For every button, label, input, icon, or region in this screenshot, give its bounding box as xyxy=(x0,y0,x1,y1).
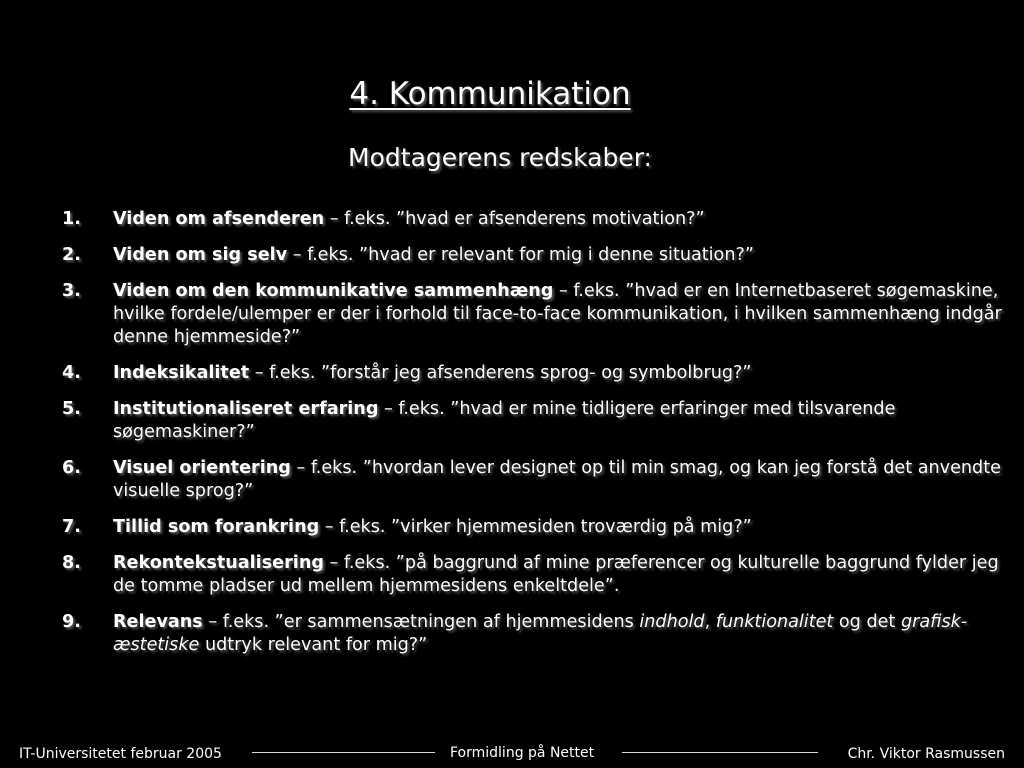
list-item xyxy=(62,611,1012,657)
list-item-emphasis: grafisk-æstetiske xyxy=(113,612,968,655)
list-item-description: – f.eks. ”hvad er en Internetbaseret søgemaskine, hvilke fordele/ulemper er der i forhold til face-to-face kommunikation, i hvilken sammenhæng indgår denne hjemmeside?” xyxy=(113,281,1002,347)
list-item-number: 5. xyxy=(62,399,81,419)
list-item xyxy=(62,362,1012,385)
slide-title: 4. Kommunikation xyxy=(349,76,631,112)
list-item-text xyxy=(113,458,1001,501)
footer-course-title: Formidling på Nettet xyxy=(450,745,595,761)
list-item-term: Viden om afsenderen xyxy=(113,209,325,229)
list-item-emphasis: indhold xyxy=(639,612,705,632)
list-item-term: Visuel orientering xyxy=(113,458,291,478)
slide-subtitle: Modtagerens redskaber: xyxy=(348,143,652,172)
footer-institution: IT-Universitetet februar 2005 xyxy=(19,746,222,762)
list-item-description: og det xyxy=(833,612,901,632)
list-item-description: – f.eks. ”på baggrund af mine præferencer og kulturelle baggrund fylder jeg de tomme pladser ud mellem hjemmesidens enkeltdele”. xyxy=(113,553,999,596)
list-item-text xyxy=(113,517,752,537)
list-item xyxy=(62,552,1012,598)
list-item-number: 8. xyxy=(62,553,81,573)
list-item xyxy=(62,516,1012,539)
footer-author: Chr. Viktor Rasmussen xyxy=(847,746,1005,762)
numbered-list xyxy=(62,208,1012,670)
footer xyxy=(0,740,1024,768)
list-item-term: Rekontekstualisering xyxy=(113,553,324,573)
list-item-description: – f.eks. ”hvad er mine tidligere erfaringer med tilsvarende søgemaskiner?” xyxy=(113,399,896,442)
list-item-description: udtryk relevant for mig?” xyxy=(199,635,428,655)
list-item-description: – f.eks. ”hvad er afsenderens motivation?” xyxy=(324,209,705,229)
list-item xyxy=(62,457,1012,503)
list-item-term: Indeksikalitet xyxy=(113,363,250,383)
list-item-text xyxy=(113,363,751,383)
list-item-number: 1. xyxy=(62,209,81,229)
list-item-description: , xyxy=(704,612,716,632)
list-item-text xyxy=(113,245,754,265)
list-item-term: Tillid som forankring xyxy=(113,517,320,537)
list-item-text xyxy=(113,553,999,596)
list-item-description: – f.eks. ”hvad er relevant for mig i denne situation?” xyxy=(287,245,754,265)
list-item-text xyxy=(113,281,1002,347)
list-item-description: – f.eks. ”virker hjemmesiden troværdig på mig?” xyxy=(319,517,752,537)
list-item xyxy=(62,280,1012,349)
list-item-term: Institutionaliseret erfaring xyxy=(113,399,379,419)
footer-divider-left xyxy=(252,752,435,753)
list-item-text xyxy=(113,209,705,229)
list-item xyxy=(62,398,1012,444)
list-item-term: Viden om sig selv xyxy=(113,245,288,265)
list-item-number: 7. xyxy=(62,517,81,537)
list-item-emphasis: funktionalitet xyxy=(715,612,834,632)
list-item-description: – f.eks. ”er sammensætningen af hjemmesidens xyxy=(202,612,640,632)
list-item-text xyxy=(113,399,895,442)
list-item xyxy=(62,244,1012,267)
footer-divider-right xyxy=(622,752,818,753)
list-item-term: Relevans xyxy=(113,612,203,632)
list-item-term: Viden om den kommunikative sammenhæng xyxy=(113,281,554,301)
list-item-description: – f.eks. ”hvordan lever designet op til min smag, og kan jeg forstå det anvendte visuelle sprog?” xyxy=(113,458,1001,501)
list-item-number: 2. xyxy=(62,245,81,265)
list-item-number: 4. xyxy=(62,363,81,383)
list-item-text xyxy=(113,612,967,655)
list-item xyxy=(62,208,1012,231)
list-item-number: 6. xyxy=(62,458,81,478)
list-item-number: 9. xyxy=(62,612,81,632)
list-item-number: 3. xyxy=(62,281,81,301)
list-item-description: – f.eks. ”forstår jeg afsenderens sprog- og symbolbrug?” xyxy=(249,363,752,383)
